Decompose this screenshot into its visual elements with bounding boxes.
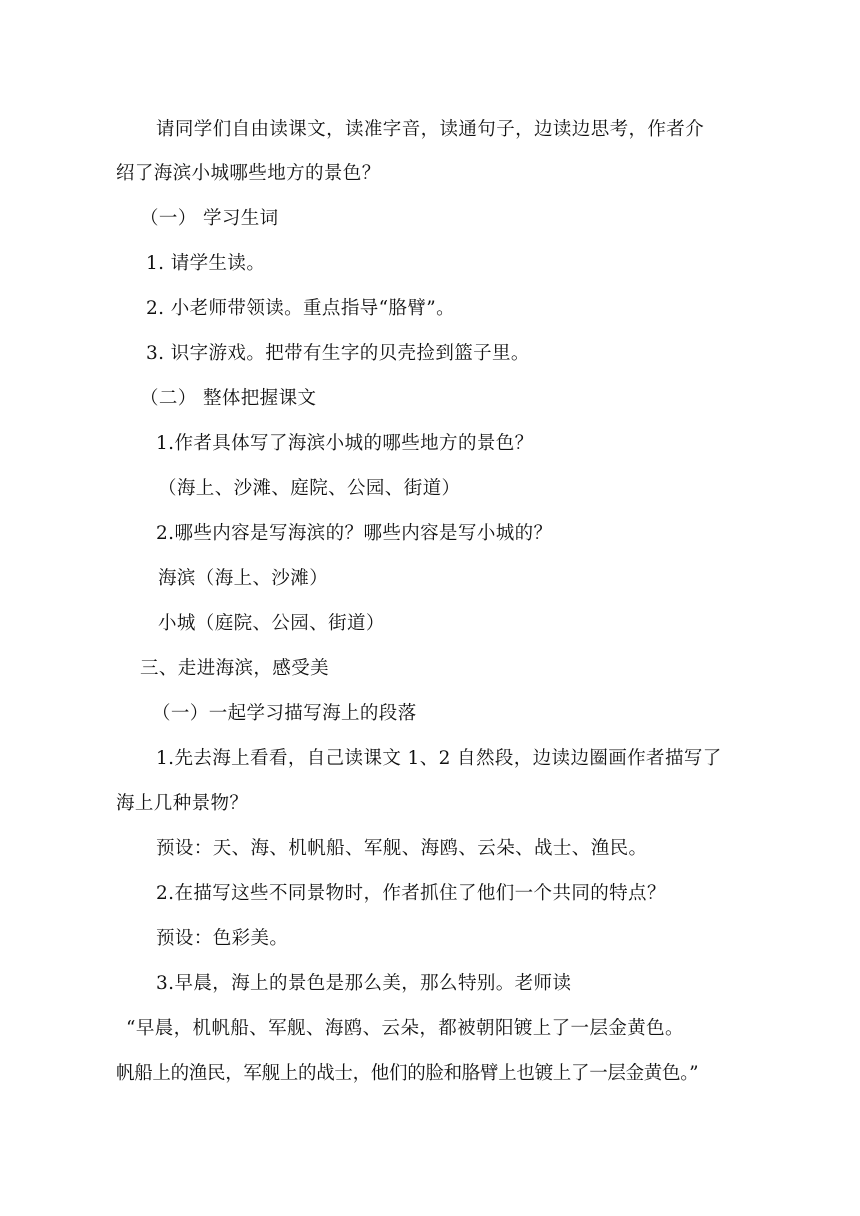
answer-2-seaside: 海滨（海上、沙滩） [158,568,329,589]
question-3-line-2: 海上几种景物？ [116,793,249,814]
list-item-vocab-3: 3. 识字游戏。把带有生字的贝壳捡到篮子里。 [146,343,530,364]
quote-line-2: 帆船上的渔民，军舰上的战士，他们的脸和胳臂上也镀上了一层金黄色。” [116,1063,699,1084]
answer-2-town: 小城（庭院、公园、街道） [158,613,385,634]
preset-answer-4: 预设：色彩美。 [156,928,289,949]
section-heading-overview: （二） 整体把握课文 [140,388,317,409]
section-heading-3: 三、走进海滨，感受美 [140,658,330,679]
section-heading-vocabulary: （一） 学习生词 [140,208,279,229]
teacher-reading-intro: 3.早晨，海上的景色是那么美，那么特别。老师读 [156,973,572,994]
quote-line-1: “早晨，机帆船、军舰、海鸥、云朵，都被朝阳镀上了一层金黄色。 [126,1018,684,1039]
question-3-line-1: 1.先去海上看看，自己读课文 1、2 自然段，边读边圈画作者描写了 [156,748,722,769]
subsection-heading-sea: （一）一起学习描写海上的段落 [152,703,417,724]
question-4: 2.在描写这些不同景物时，作者抓住了他们一个共同的特点？ [156,883,666,904]
preset-answer-3: 预设：天、海、机帆船、军舰、海鸥、云朵、战士、渔民。 [156,838,648,859]
answer-1: （海上、沙滩、庭院、公园、街道） [158,478,461,499]
list-item-vocab-1: 1. 请学生读。 [146,253,266,274]
question-2: 2.哪些内容是写海滨的？哪些内容是写小城的？ [156,523,553,544]
question-1: 1.作者具体写了海滨小城的哪些地方的景色？ [156,433,534,454]
intro-paragraph-line-1: 请同学们自由读课文，读准字音，读通句子，边读边思考，作者介 [156,119,705,140]
intro-paragraph-line-2: 绍了海滨小城哪些地方的景色？ [116,163,381,184]
list-item-vocab-2: 2. 小老师带领读。重点指导“胳臂”。 [146,298,456,319]
